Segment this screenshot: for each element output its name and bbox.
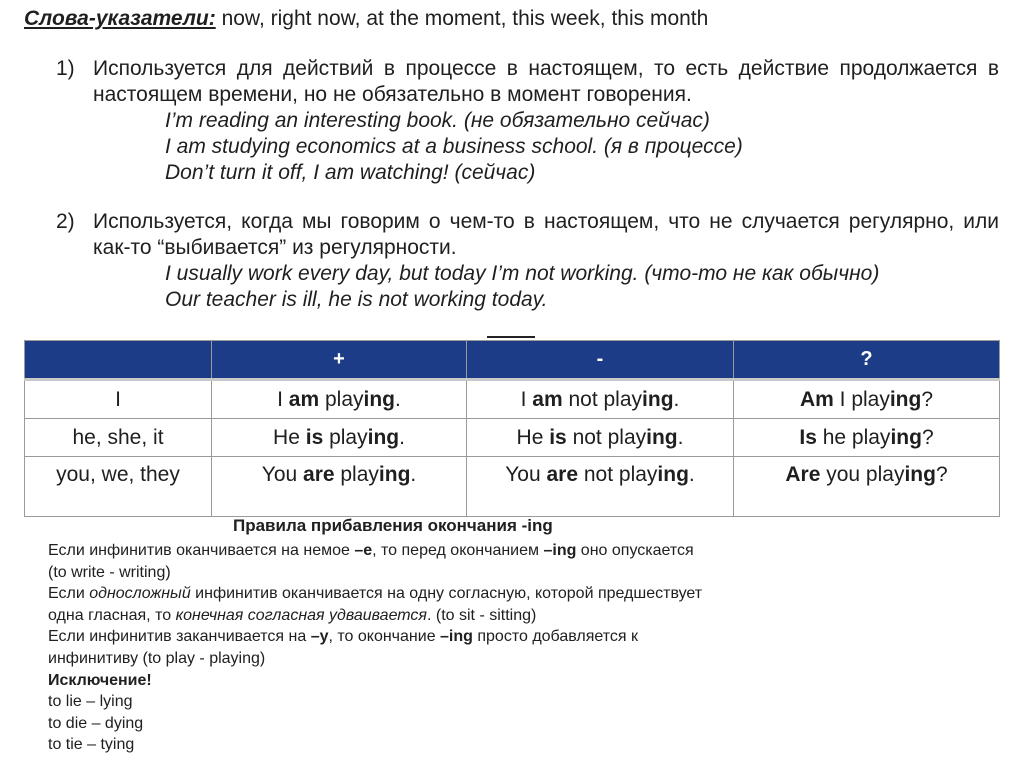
header-positive: + (212, 341, 467, 380)
usage-1-example-3: Don’t turn it off, I am watching! (сейчас) (165, 161, 536, 184)
rule-3-line-2: инфинитиву (to play - playing) (48, 649, 266, 667)
header-question: ? (734, 341, 1000, 380)
cell-question: Is he playing? (734, 419, 1000, 457)
exception-item: to lie – lying (48, 693, 133, 711)
rule-3-line-1: Если инфинитив заканчивается на –у, то окончание –ing просто добавляется к (48, 628, 639, 646)
cell-question: Am I playing? (734, 380, 1000, 419)
usage-2-example-2: Our teacher is ill, he is not working today. (165, 288, 548, 311)
table-header-row (25, 341, 1000, 380)
cell-subject: he, she, it (25, 419, 212, 457)
rule-1-line-2: (to write - writing) (48, 563, 171, 581)
cell-negative: You are not playing. (467, 457, 734, 517)
signal-words-label: Слова-указатели: (24, 7, 216, 30)
usage-1-example-1: I’m reading an interesting book. (не обязательно сейчас) (165, 109, 710, 132)
table-row (25, 380, 1000, 419)
usage-1-example-2: I am studying economics at a business school. (я в процессе) (165, 135, 743, 158)
cell-positive: You are playing. (212, 457, 467, 517)
exception-item: to tie – tying (48, 736, 135, 754)
cell-positive: I am playing. (212, 380, 467, 419)
table-row (25, 457, 1000, 517)
usage-2-number: 2) (56, 210, 75, 233)
cell-subject: I (25, 380, 212, 419)
separator-line (487, 336, 535, 338)
header-negative: - (467, 341, 734, 380)
table-row (25, 419, 1000, 457)
usage-2-text: Используется, когда мы говорим о чем-то в настоящем, что не случается регулярно, или как-то “выбивается” из регулярности. (93, 210, 999, 259)
rule-2-line-2: одна гласная, то конечная согласная удваивается. (to sit - sitting) (48, 606, 537, 624)
exception-label: Исключение! (48, 671, 152, 689)
cell-positive: He is playing. (212, 419, 467, 457)
cell-negative: He is not playing. (467, 419, 734, 457)
signal-words-text: now, right now, at the moment, this week, this month (221, 7, 709, 30)
header-subject (25, 341, 212, 380)
cell-subject: you, we, they (25, 457, 212, 517)
signal-words-line (24, 6, 708, 32)
cell-question: Are you playing? (734, 457, 1000, 517)
rule-1-line-1: Если инфинитив оканчивается на немое –е, то перед окончанием –ing оно опускается (48, 542, 694, 559)
rules-list (48, 540, 702, 756)
exception-item: to die – dying (48, 714, 144, 732)
cell-negative: I am not playing. (467, 380, 734, 419)
rules-title: Правила прибавления окончания -ing (233, 516, 553, 535)
usage-1-number: 1) (56, 57, 75, 80)
usage-1-text: Используется для действий в процессе в настоящем, то есть действие продолжается в настоящем времени, но не обязательно в момент говорения. (93, 57, 999, 106)
usage-2-example-1: I usually work every day, but today I’m not working. (что-то не как обычно) (165, 262, 880, 285)
rule-2-line-1: Если односложный инфинитив оканчивается на одну согласную, которой предшествует (48, 585, 703, 603)
conjugation-table (24, 340, 1000, 517)
